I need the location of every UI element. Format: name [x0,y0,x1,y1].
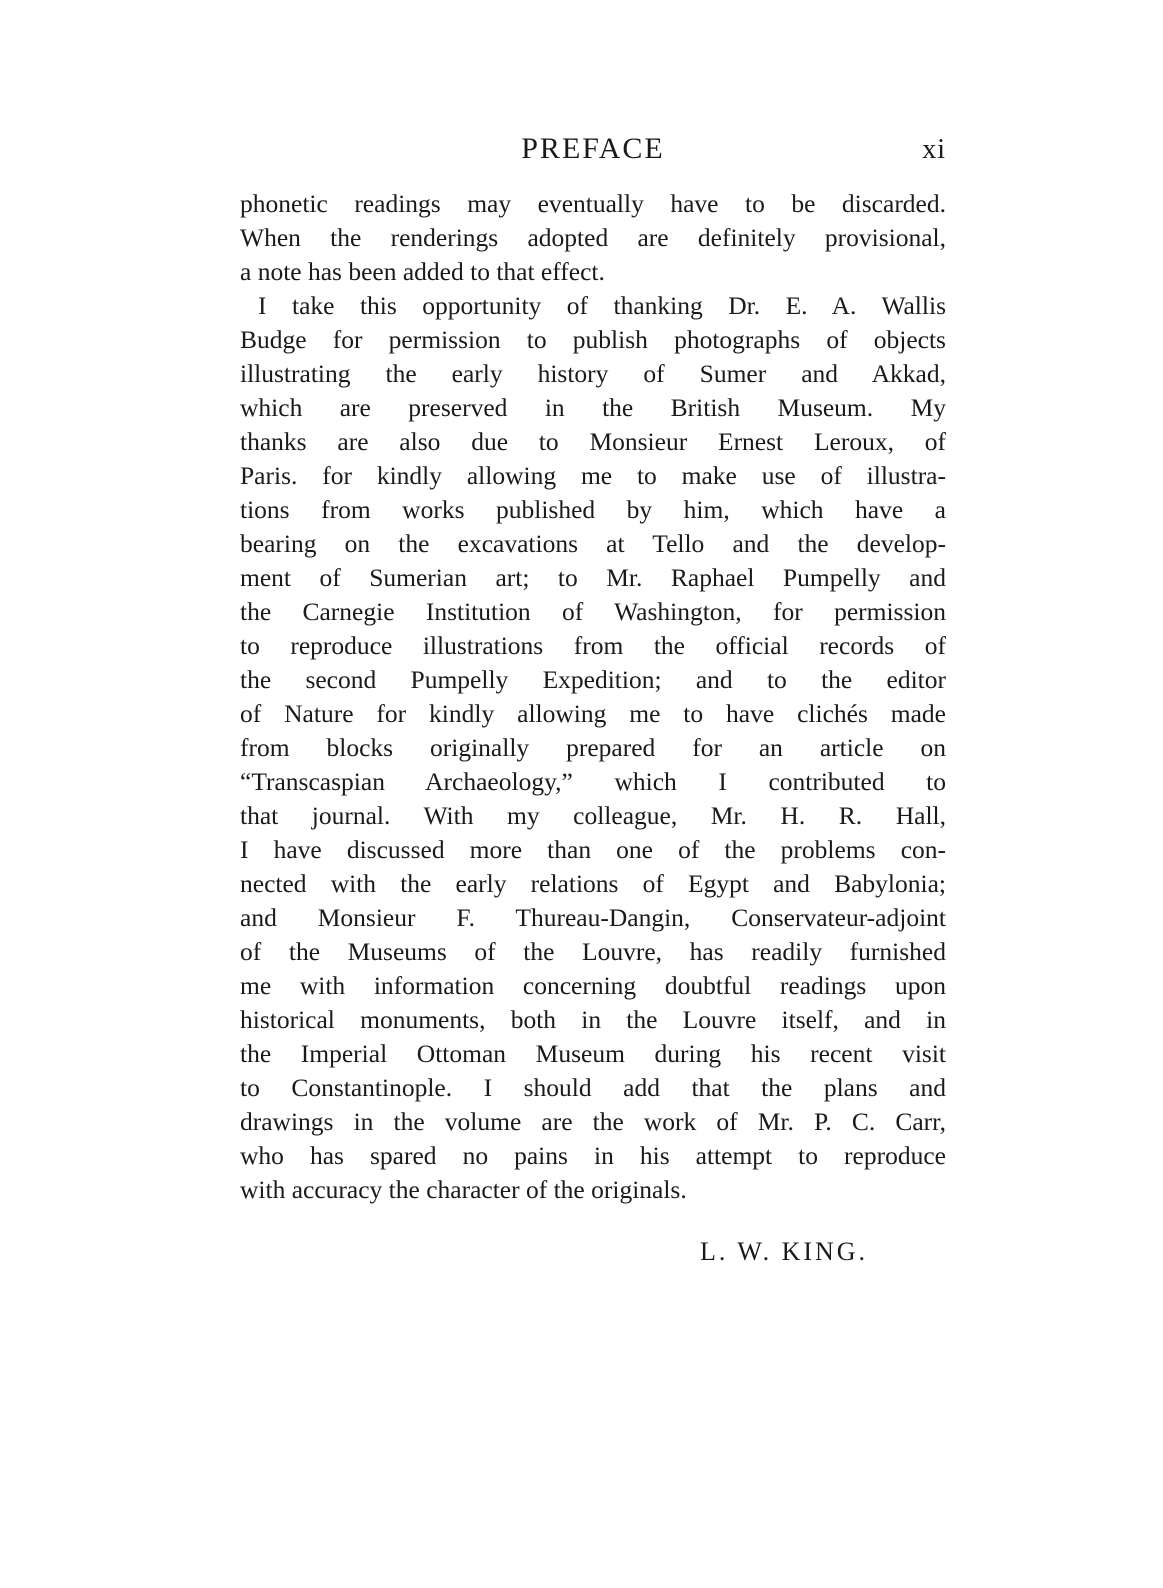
text-line: bearing on the excavations at Tello and the develop- [240,529,946,558]
text-line: illustrating the early history of Sumer and Akkad, [240,359,946,388]
text-line: phonetic readings may eventually have to be discarded. [240,189,946,218]
text-line: the Carnegie Institution of Washington, for permission [240,597,946,626]
page-header [240,132,946,176]
text-line: “Transcaspian Archaeology,” which I contributed to [240,767,946,796]
text-line: to reproduce illustrations from the official records of [240,631,946,660]
text-line: that journal. With my colleague, Mr. H. R. Hall, [240,801,946,830]
text-line: the Imperial Ottoman Museum during his recent visit [240,1039,946,1068]
text-line: of the Museums of the Louvre, has readily furnished [240,937,946,966]
author-signature: L. W. KING. [700,1237,869,1266]
text-line: Paris. for kindly allowing me to make use of illustra- [240,461,946,490]
text-line: who has spared no pains in his attempt to reproduce [240,1141,946,1170]
text-line: tions from works published by him, which have a [240,495,946,524]
text-line: a note has been added to that effect. [240,257,605,286]
text-line: me with information concerning doubtful readings upon [240,971,946,1000]
text-line: to Constantinople. I should add that the plans and [240,1073,946,1102]
text-line: from blocks originally prepared for an article on [240,733,946,762]
text-line: thanks are also due to Monsieur Ernest Leroux, of [240,427,946,456]
text-line: When the renderings adopted are definitely provisional, [240,223,946,252]
text-line: Budge for permission to publish photographs of objects [240,325,946,354]
text-line: nected with the early relations of Egypt and Babylonia; [240,869,946,898]
text-line: with accuracy the character of the originals. [240,1175,687,1204]
text-line: which are preserved in the British Museum. My [240,393,946,422]
text-line: and Monsieur F. Thureau-Dangin, Conservateur-adjoint [240,903,946,932]
text-line: I take this opportunity of thanking Dr. E. A. Wallis [258,291,946,320]
text-line: the second Pumpelly Expedition; and to the editor [240,665,946,694]
preface-body [240,187,946,1207]
text-line: ment of Sumerian art; to Mr. Raphael Pumpelly and [240,563,946,592]
page-number: xi [922,134,946,165]
text-line: of Nature for kindly allowing me to have clichés made [240,699,946,728]
running-title: PREFACE [521,132,665,165]
text-line: drawings in the volume are the work of Mr. P. C. Carr, [240,1107,946,1136]
text-line: I have discussed more than one of the problems con- [240,835,946,864]
text-line: historical monuments, both in the Louvre itself, and in [240,1005,946,1034]
